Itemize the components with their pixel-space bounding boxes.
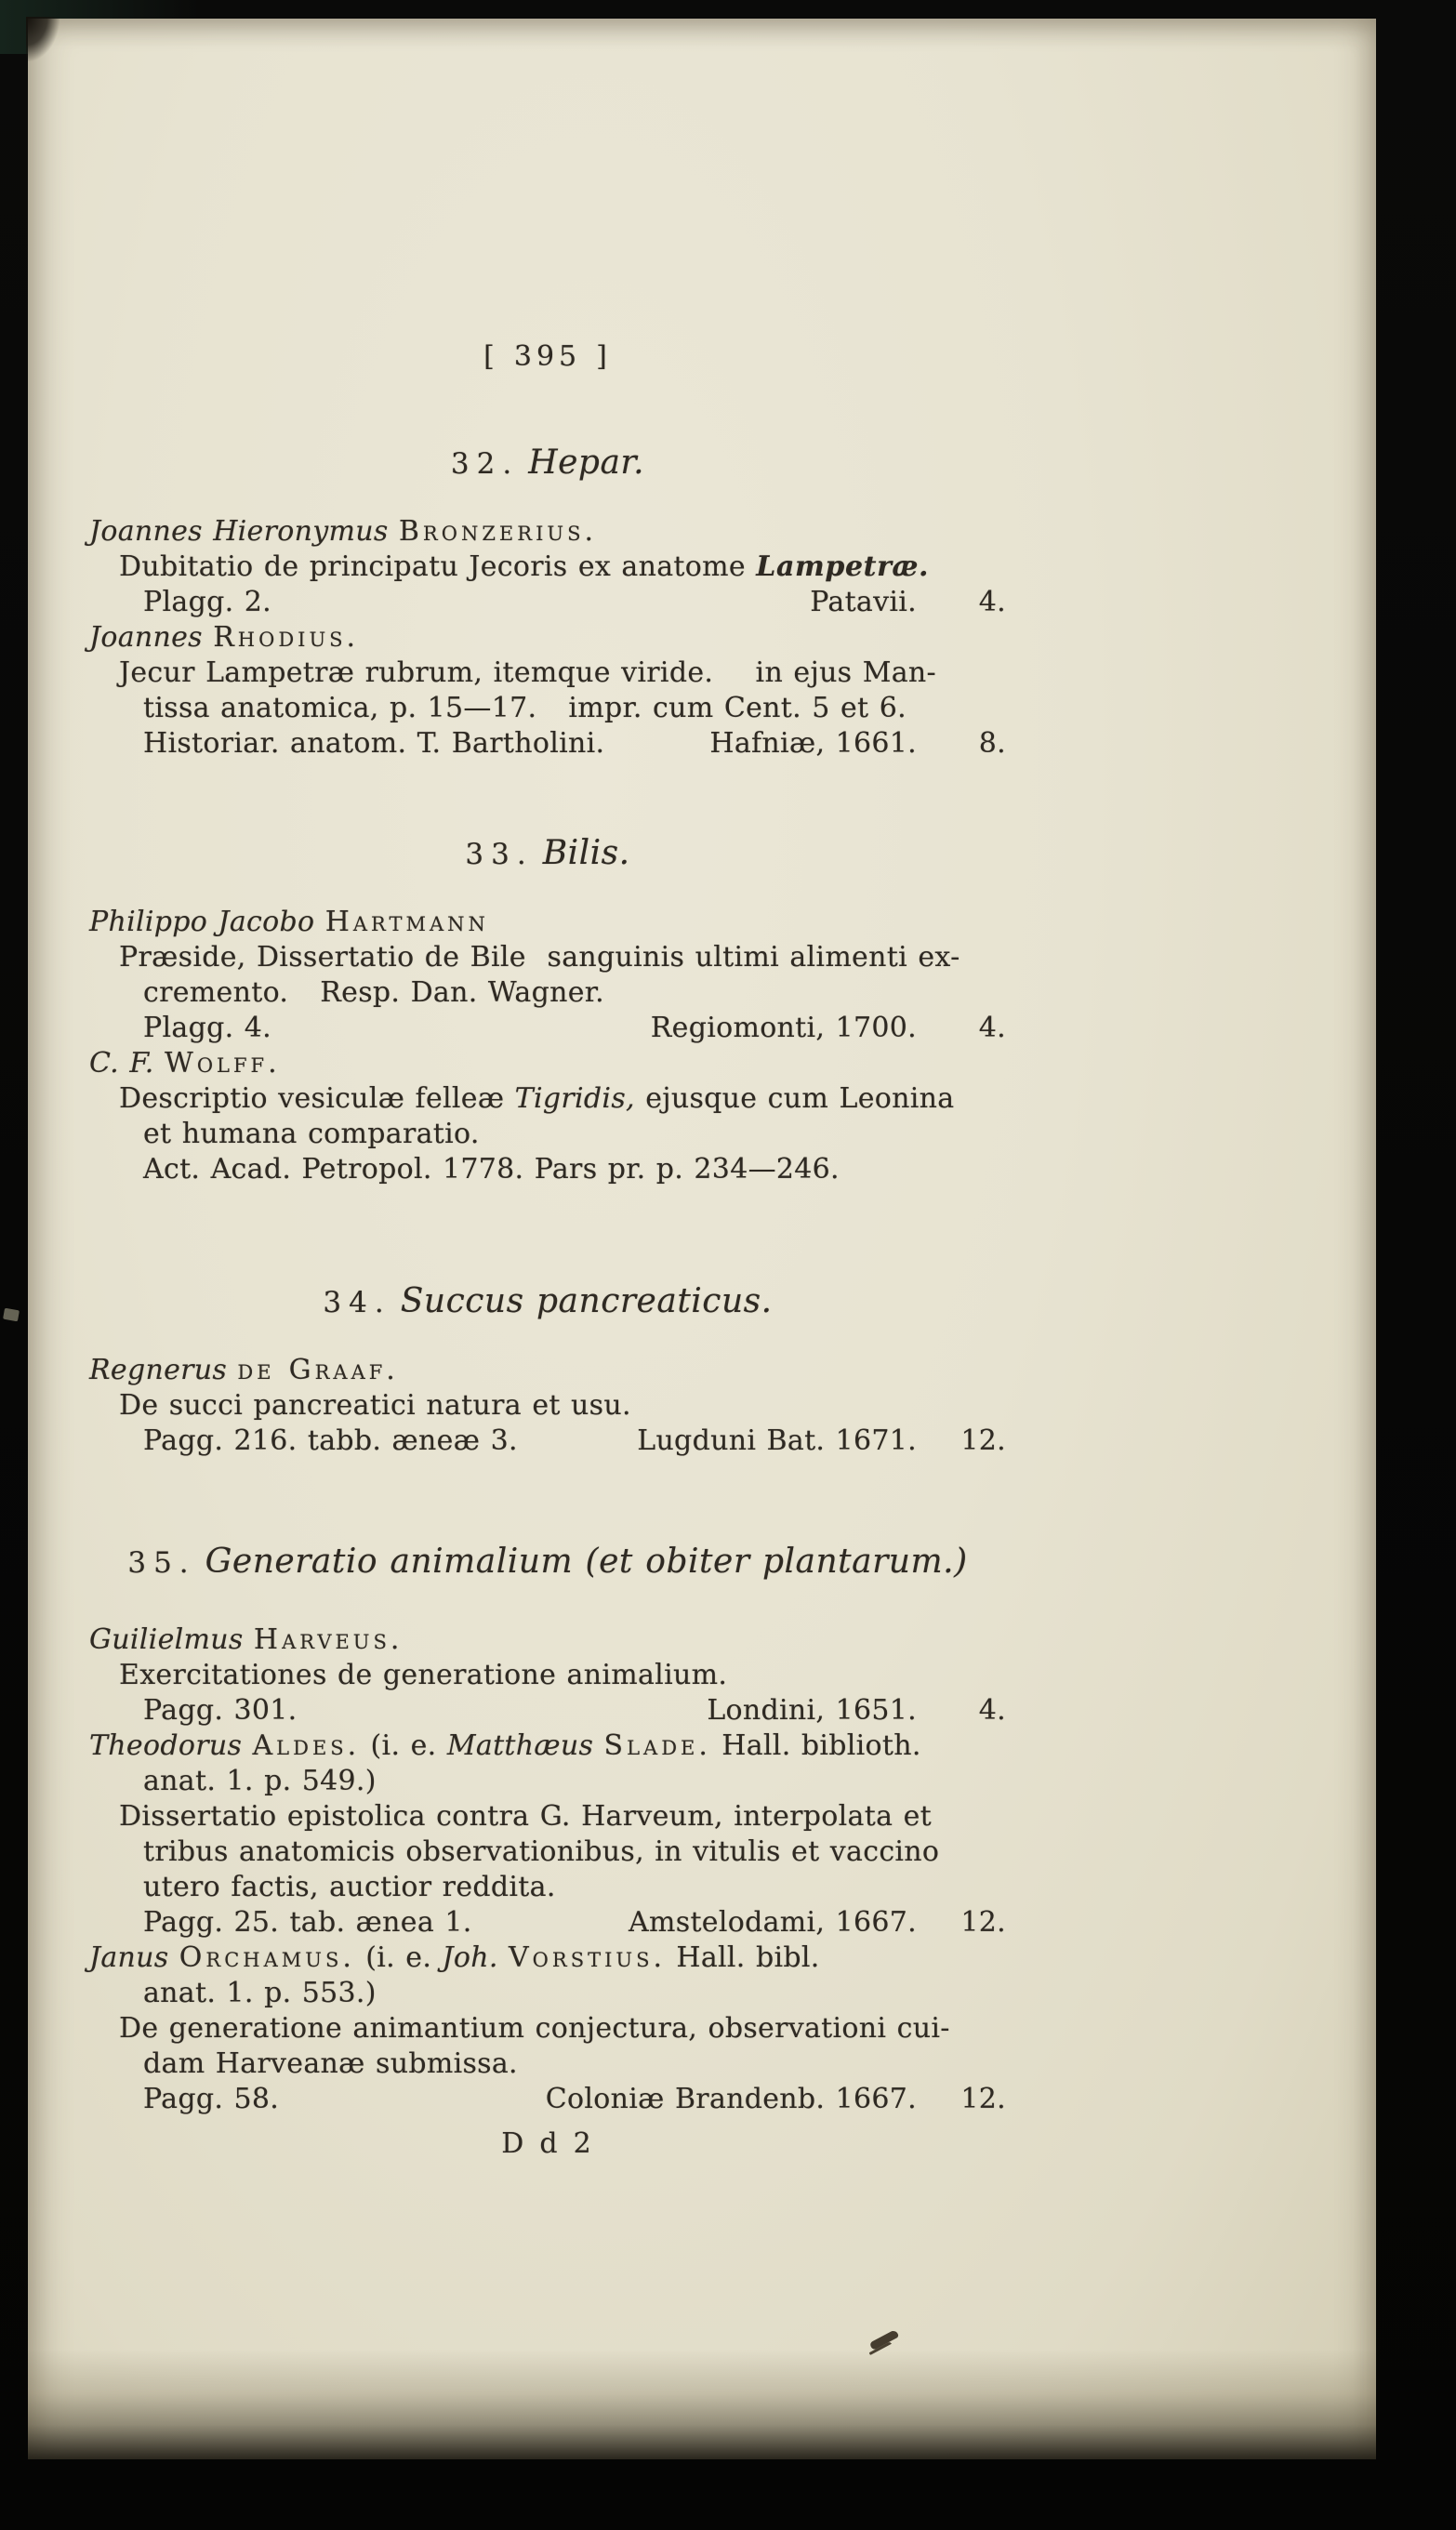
corner-ink-blot (26, 17, 60, 61)
imprint-format: 4. (978, 1012, 1006, 1044)
imprint-format: 8. (978, 727, 1006, 760)
imprint-place-year: Lugduni Bat. 1671. (637, 1424, 917, 1457)
imprint-place-year: Coloniæ Brandenb. 1667. (545, 2083, 917, 2115)
text-line (89, 1152, 1006, 1187)
italic-text: Tigridis, (514, 1082, 635, 1115)
page-bottom-edge (28, 2350, 1376, 2459)
section-heading (89, 442, 1006, 486)
imprint-format: 12. (960, 1906, 1006, 1939)
imprint-format: 12. (960, 2083, 1006, 2115)
italic-text: Joannes (89, 621, 214, 654)
text-line (89, 1388, 1006, 1424)
collation-text: Plagg. 4. (143, 1012, 271, 1044)
imprint-line (89, 726, 1006, 762)
text-line (89, 1976, 1006, 2011)
roman-text: tribus anatomicis observationibus, in vitulis et vaccino (143, 1835, 940, 1868)
roman-text: anat. 1. p. 553.) (143, 1977, 377, 2009)
imprint-line (89, 1693, 1006, 1729)
section-heading (89, 832, 1006, 877)
italic-text: Philippo Jacobo (89, 906, 325, 938)
imprint-line (89, 585, 1006, 620)
text-line (89, 905, 1006, 940)
italic-text: Janus (89, 1941, 179, 1974)
section-title: Bilis. (542, 834, 630, 872)
text-line (89, 1870, 1006, 1905)
section-heading (89, 1280, 1006, 1325)
smallcaps-name: de Graaf. (237, 1354, 399, 1386)
imprint-place-year: Hafniæ, 1661. (709, 727, 917, 760)
imprint-line (89, 1011, 1006, 1046)
text-line (89, 2047, 1006, 2082)
page-number: [ 395 ] (483, 340, 612, 373)
imprint-place-year: Patavii. (810, 586, 917, 618)
smallcaps-name: Bronzerius. (398, 515, 597, 548)
imprint-right (637, 1424, 1006, 1459)
section-number: 33. (465, 838, 534, 871)
page-text (89, 339, 1006, 2162)
text-line (89, 550, 1006, 585)
roman-text: anat. 1. p. 549.) (143, 1765, 377, 1797)
text-flow (89, 442, 1006, 2117)
italic-text: Guilielmus (89, 1623, 254, 1656)
smallcaps-name: Hartmann (324, 906, 489, 938)
imprint-line (89, 2082, 1006, 2117)
imprint-right (709, 726, 1006, 762)
italic-text: C. F. (89, 1047, 165, 1080)
smallcaps-name: Wolff. (164, 1047, 281, 1080)
text-line (89, 656, 1006, 691)
italic-text: Joannes Hieronymus (89, 515, 399, 548)
text-line (89, 1046, 1006, 1081)
italic-text: Regnerus (89, 1354, 238, 1386)
imprint-line (89, 1905, 1006, 1941)
roman-text: (i. e. (354, 1941, 443, 1974)
collation-text: Plagg. 2. (143, 586, 271, 618)
text-line (89, 2011, 1006, 2047)
text-line (89, 1081, 1006, 1117)
roman-text: Descriptio vesiculæ felleæ (119, 1082, 515, 1115)
text-line (89, 691, 1006, 726)
section-title: Hepar. (528, 444, 645, 482)
roman-text: Dissertatio epistolica contra G. Harveum, interpolata et (119, 1800, 933, 1833)
roman-text: De generatione animantium conjectura, observationi cui- (119, 2012, 950, 2045)
collation-text: Pagg. 301. (143, 1694, 298, 1727)
smallcaps-name: Rhodius. (213, 621, 360, 654)
imprint-right (651, 1011, 1006, 1046)
roman-text: ejusque cum Leonina (634, 1082, 955, 1115)
text-line (89, 1835, 1006, 1870)
roman-text: Jecur Lampetræ rubrum, itemque viride. in ejus Man- (119, 656, 936, 689)
roman-text: cremento. Resp. Dan. Wagner. (143, 976, 604, 1009)
imprint-right (707, 1693, 1006, 1729)
section-number: 32. (450, 447, 520, 481)
text-line (89, 1764, 1006, 1799)
text-line (89, 1941, 1006, 1976)
text-line (89, 514, 1006, 550)
imprint-line (89, 1424, 1006, 1459)
imprint-right (810, 585, 1006, 620)
text-line (89, 1353, 1006, 1388)
italic-text: Joh. (442, 1941, 509, 1974)
text-line (89, 1623, 1006, 1658)
imprint-format: 4. (978, 586, 1006, 618)
imprint-right (546, 2082, 1006, 2117)
smallcaps-name: Orchamus. (179, 1941, 355, 1974)
section-title: Generatio animalium (et obiter plantarum.) (205, 1543, 968, 1581)
roman-text: Exercitationes de generatione animalium. (119, 1659, 728, 1691)
imprint-place-year: Amstelodami, 1667. (629, 1906, 917, 1939)
roman-text: (i. e. (360, 1729, 447, 1762)
roman-text: tissa anatomica, p. 15—17. impr. cum Cent. 5 et 6. (143, 692, 907, 724)
text-line (89, 1799, 1006, 1835)
ink-smudge (869, 2329, 899, 2351)
collation-text: Pagg. 25. tab. ænea 1. (143, 1906, 472, 1939)
imprint-place-year: Regiomonti, 1700. (650, 1012, 917, 1044)
roman-text: Præside, Dissertatio de Bile sanguinis ultimi alimenti ex- (119, 941, 960, 974)
signature-mark: D d 2 (501, 2127, 594, 2160)
roman-text: Dubitatio de principatu Jecoris ex anatome (119, 550, 757, 583)
italic-text: Theodorus (89, 1729, 253, 1762)
book-page (28, 19, 1376, 2459)
roman-text: De succi pancreatici natura et usu. (119, 1389, 631, 1422)
imprint-format: 4. (978, 1694, 1006, 1727)
imprint-place-year: Londini, 1651. (707, 1694, 917, 1727)
roman-text: Act. Acad. Petropol. 1778. Pars pr. p. 234—246. (143, 1153, 840, 1186)
text-line (89, 1729, 1006, 1764)
roman-text: Hall. biblioth. (710, 1729, 921, 1762)
text-line (89, 975, 1006, 1011)
roman-text: Hall. bibl. (666, 1941, 820, 1974)
work-title-italic: Lampetræ. (756, 550, 930, 583)
smallcaps-name: Slade. (603, 1729, 711, 1762)
imprint-right (629, 1905, 1006, 1941)
section-number: 35. (127, 1546, 196, 1580)
text-line (89, 1117, 1006, 1152)
smallcaps-name: Harveus. (253, 1623, 404, 1656)
collation-text: Pagg. 58. (143, 2083, 280, 2115)
section-number: 34. (323, 1286, 391, 1319)
smallcaps-name: Aldes. (252, 1729, 361, 1762)
smallcaps-name: Vorstius. (509, 1941, 667, 1974)
roman-text: et humana comparatio. (143, 1118, 480, 1150)
collation-text: Historiar. anatom. T. Bartholini. (143, 727, 605, 760)
text-line (89, 940, 1006, 975)
roman-text: dam Harveanæ submissa. (143, 2047, 518, 2080)
italic-text: Matthæus (446, 1729, 604, 1762)
roman-text: utero factis, auctior reddita. (143, 1871, 556, 1903)
section-title: Succus pancreaticus. (400, 1282, 773, 1320)
imprint-format: 12. (960, 1424, 1006, 1457)
section-heading (89, 1541, 1006, 1585)
text-line (89, 620, 1006, 656)
margin-speck (3, 1308, 20, 1322)
collation-text: Pagg. 216. tabb. æneæ 3. (143, 1424, 518, 1457)
text-line (89, 1658, 1006, 1693)
